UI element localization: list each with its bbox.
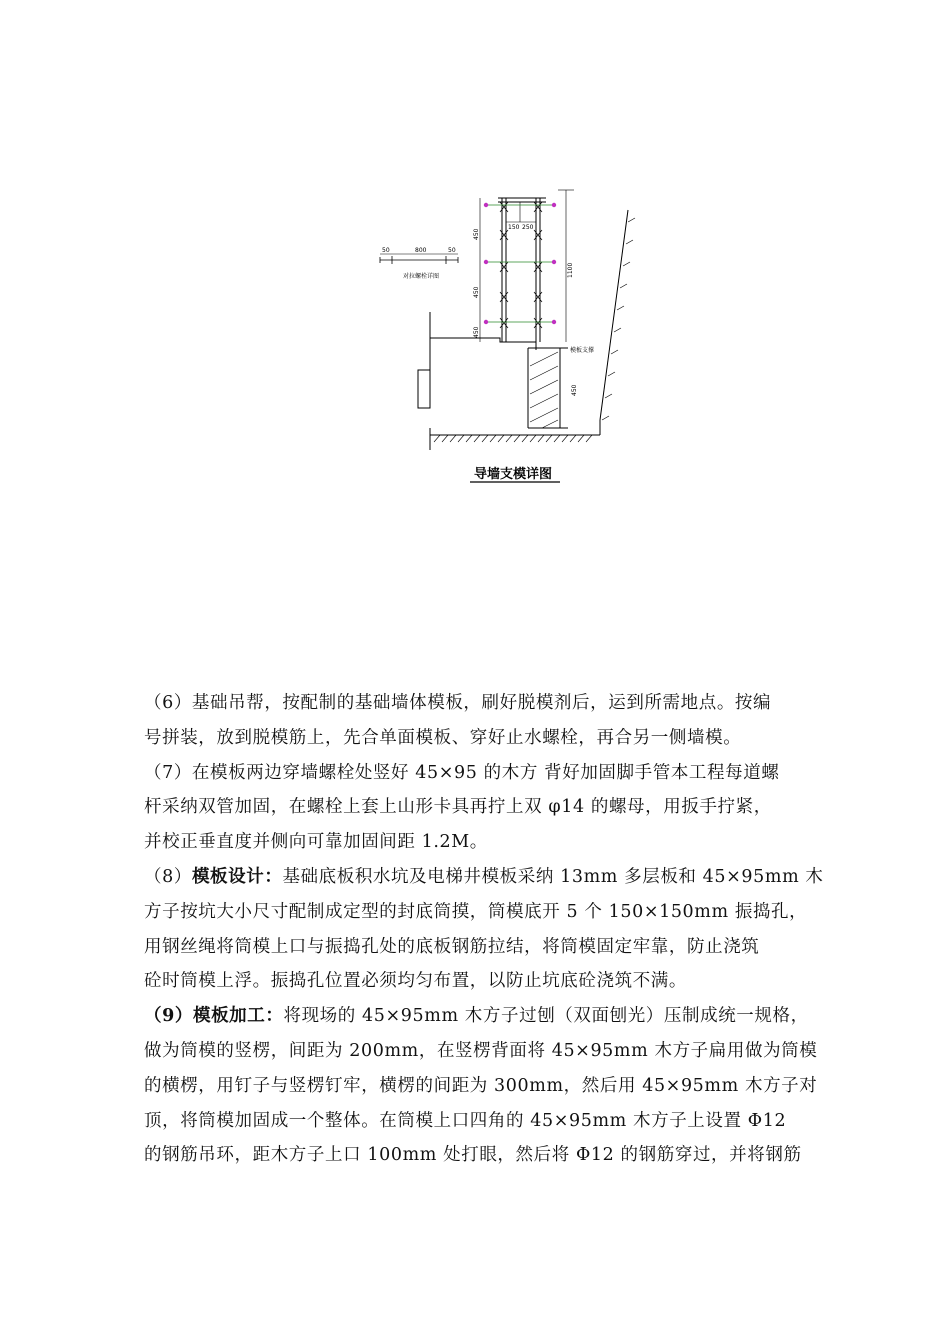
paragraph-4-line [144, 1104, 824, 1139]
dim-detail-mid: 800 [415, 247, 427, 254]
right-note: 模板支撑 [570, 347, 595, 354]
paragraph-4-line [144, 1034, 824, 1069]
dimension-lines [480, 190, 574, 342]
paragraph-2-line [144, 825, 824, 860]
text-segment: 并校正垂直度并侧向可靠加固间距 1.2M。 [144, 832, 488, 853]
dim-bottom-right: 450 [571, 384, 578, 396]
dim-detail-left: 50 [382, 247, 390, 254]
text-segment: （7）在模板两边穿墙螺栓处竖好 45×95 的木方 背好加固脚手管本工程每道螺 [144, 762, 780, 783]
text-segment: （8） [144, 866, 192, 887]
paragraph-3-line [144, 895, 824, 930]
guide-wall-formwork-drawing [370, 180, 640, 490]
paragraph-4-line [144, 1138, 824, 1173]
dim-detail-right: 50 [448, 247, 456, 254]
dim-inner-a: 150 [508, 224, 520, 231]
text-segment: 基础底板积水坑及电梯井模板采纳 13mm 多层板和 45×95mm 木 [282, 866, 824, 887]
bolt-detail [380, 254, 458, 264]
text-segment: 做为筒模的竖楞，间距为 200mm，在竖楞背面将 45×95mm 木方子扁用做为筒模 [144, 1040, 818, 1061]
bold-heading: 模板设计： [191, 866, 283, 887]
text-segment: （6）基础吊帮，按配制的基础墙体模板，刷好脱模剂后，运到所需地点。按编 [144, 693, 772, 713]
body-text [144, 686, 824, 1173]
text-segment: 号拼装，放到脱模筋上，先合单面模板、穿好止水螺栓，再合另一侧墙模。 [144, 727, 742, 748]
text-segment: 杆采纳双管加固，在螺栓上套上山形卡具再拧上双 φ14 的螺母，用扳手拧紧， [144, 797, 772, 818]
paragraph-3-line [144, 930, 824, 965]
text-segment: 顶，将筒模加固成一个整体。在筒模上口四角的 45×95mm 木方子上设置 Φ12 [144, 1110, 787, 1131]
dim-left-top: 450 [473, 228, 480, 240]
text-segment: 的横楞，用钉子与竖楞钉牢，横楞的间距为 300mm，然后用 45×95mm 木方子对 [144, 1075, 818, 1096]
text-segment: 将现场的 45×95mm 木方子过刨（双面刨光）压制成统一规格， [283, 1006, 809, 1027]
formwork-frame [498, 198, 546, 342]
ground-section [418, 210, 628, 450]
text-segment: 用钢丝绳将筒模上口与振捣孔处的底板钢筋拉结，将筒模固定牢靠，防止浇筑 [144, 936, 760, 957]
paragraph-2-line [144, 756, 824, 791]
paragraph-4-line [144, 1069, 824, 1104]
figure-caption: 导墙支模详图 [474, 467, 553, 482]
paragraph-3-line [144, 860, 824, 895]
dim-left-mid: 450 [473, 286, 480, 298]
bold-heading: （9）模板加工： [144, 1006, 284, 1027]
dim-left-bot: 450 [473, 326, 480, 338]
text-segment: 方子按坑大小尺寸配制成定型的封底筒摸，筒模底开 5 个 150×150mm 振捣孔， [144, 901, 808, 922]
text-segment: 的钢筋吊环，距木方子上口 100mm 处打眼，然后将 Φ12 的钢筋穿过，并将钢筋 [144, 1145, 802, 1166]
dim-right-total: 1100 [567, 262, 574, 278]
text-segment: 砼时筒模上浮。振捣孔位置必须均匀布置，以防止坑底砼浇筑不满。 [144, 971, 687, 992]
paragraph-3-line [144, 964, 824, 999]
paragraph-1-line [144, 721, 824, 756]
dim-inner-b: 250 [522, 224, 534, 231]
paragraph-4-line [144, 999, 824, 1034]
earth-hatch [434, 218, 635, 442]
paragraph-2-line [144, 790, 824, 825]
detail-note: 对拉螺栓详图 [403, 273, 440, 280]
paragraph-1-line [144, 686, 824, 721]
